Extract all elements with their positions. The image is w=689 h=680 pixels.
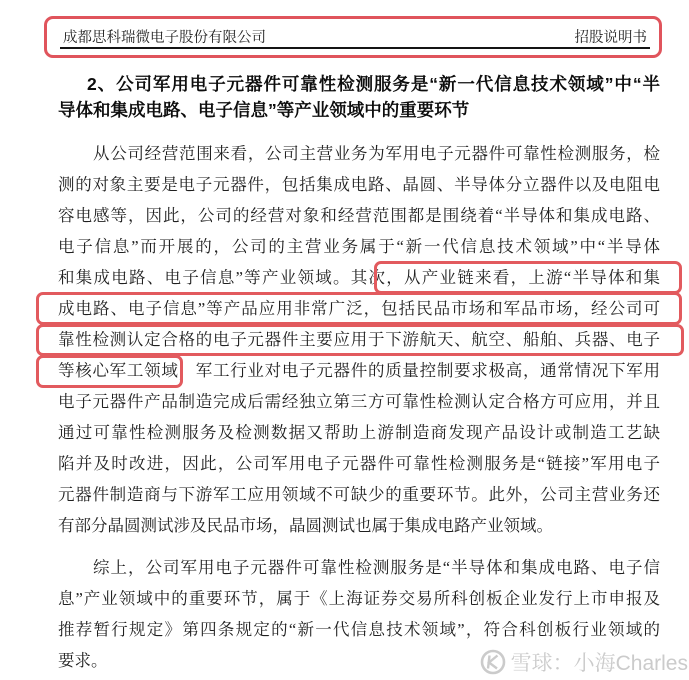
section-title-line: 2、公司军用电子元器件可靠性检测服务是“新一代信息技术领域”中“半 <box>87 74 660 94</box>
section-title-line: 导体和集成电路、电子信息”等产业领域中的重要环节 <box>58 100 470 120</box>
paragraph-line: 容电感等，因此，公司的经营对象和经营范围都是围绕着“半导体和集成电路、 <box>58 206 660 225</box>
paragraph-line: 推荐暂行规定》第四条规定的“新一代信息技术领域”，符合科创板行业领域的 <box>58 620 660 639</box>
header-divider <box>60 47 650 49</box>
paragraph-line: 从公司经营范围来看，公司主营业务为军用电子元器件可靠性检测服务，检 <box>93 144 660 163</box>
paragraph-line: 测的对象主要是电子元器件，包括集成电路、晶圆、半导体分立器件以及电阻电 <box>58 175 660 194</box>
company-name: 成都思科瑞微电子股份有限公司 <box>63 30 266 46</box>
document-type-label: 招股说明书 <box>574 30 647 46</box>
paragraph-line: 有部分晶圆测试涉及民品市场，晶圆测试也属于集成电路产业领域。 <box>58 516 553 535</box>
paragraph-line: 电子信息”而开展的，公司的主营业务属于“新一代信息技术领域”中“半导体 <box>58 237 660 256</box>
header-annotation-box <box>44 16 662 58</box>
paragraph-line: 陷并及时改进，因此，公司军用电子元器件可靠性检测服务是“链接”军用电子 <box>58 454 660 473</box>
paragraph-line: 要求。 <box>58 651 108 670</box>
xueqiu-logo-icon <box>480 649 506 675</box>
watermark <box>480 647 688 677</box>
paragraph-line: 和集成电路、电子信息”等产业领域。其次，从产业链来看，上游“半导体和集 <box>58 268 660 287</box>
paragraph-line: 电子元器件产品制造完成后需经独立第三方可靠性检测认定合格方可应用，并且 <box>58 392 660 411</box>
paragraph-line: 息”产业领域中的重要环节，属于《上海证券交易所科创板企业发行上市申报及 <box>58 589 660 608</box>
paragraph-line: 通过可靠性检测服务及检测数据又帮助上游制造商发现产品设计或制造工艺缺 <box>58 423 660 442</box>
watermark-text: 雪球：小海Charles <box>510 652 688 675</box>
paragraph-line: 成电路、电子信息”等产品应用非常广泛，包括民品市场和军品市场，经公司可 <box>58 299 660 318</box>
body-paragraph-1 <box>58 138 660 541</box>
section-title <box>58 71 660 123</box>
paragraph-line: 元器件制造商与下游军工应用领域不可缺少的重要环节。此外，公司主营业务还 <box>58 485 660 504</box>
paragraph-line: 靠性检测认定合格的电子元器件主要应用于下游航天、航空、船舶、兵器、电子 <box>58 330 660 349</box>
paragraph-line: 等核心军工领域，军工行业对电子元器件的质量控制要求极高，通常情况下军用 <box>58 361 660 380</box>
paragraph-line: 综上，公司军用电子元器件可靠性检测服务是“半导体和集成电路、电子信 <box>93 558 660 577</box>
